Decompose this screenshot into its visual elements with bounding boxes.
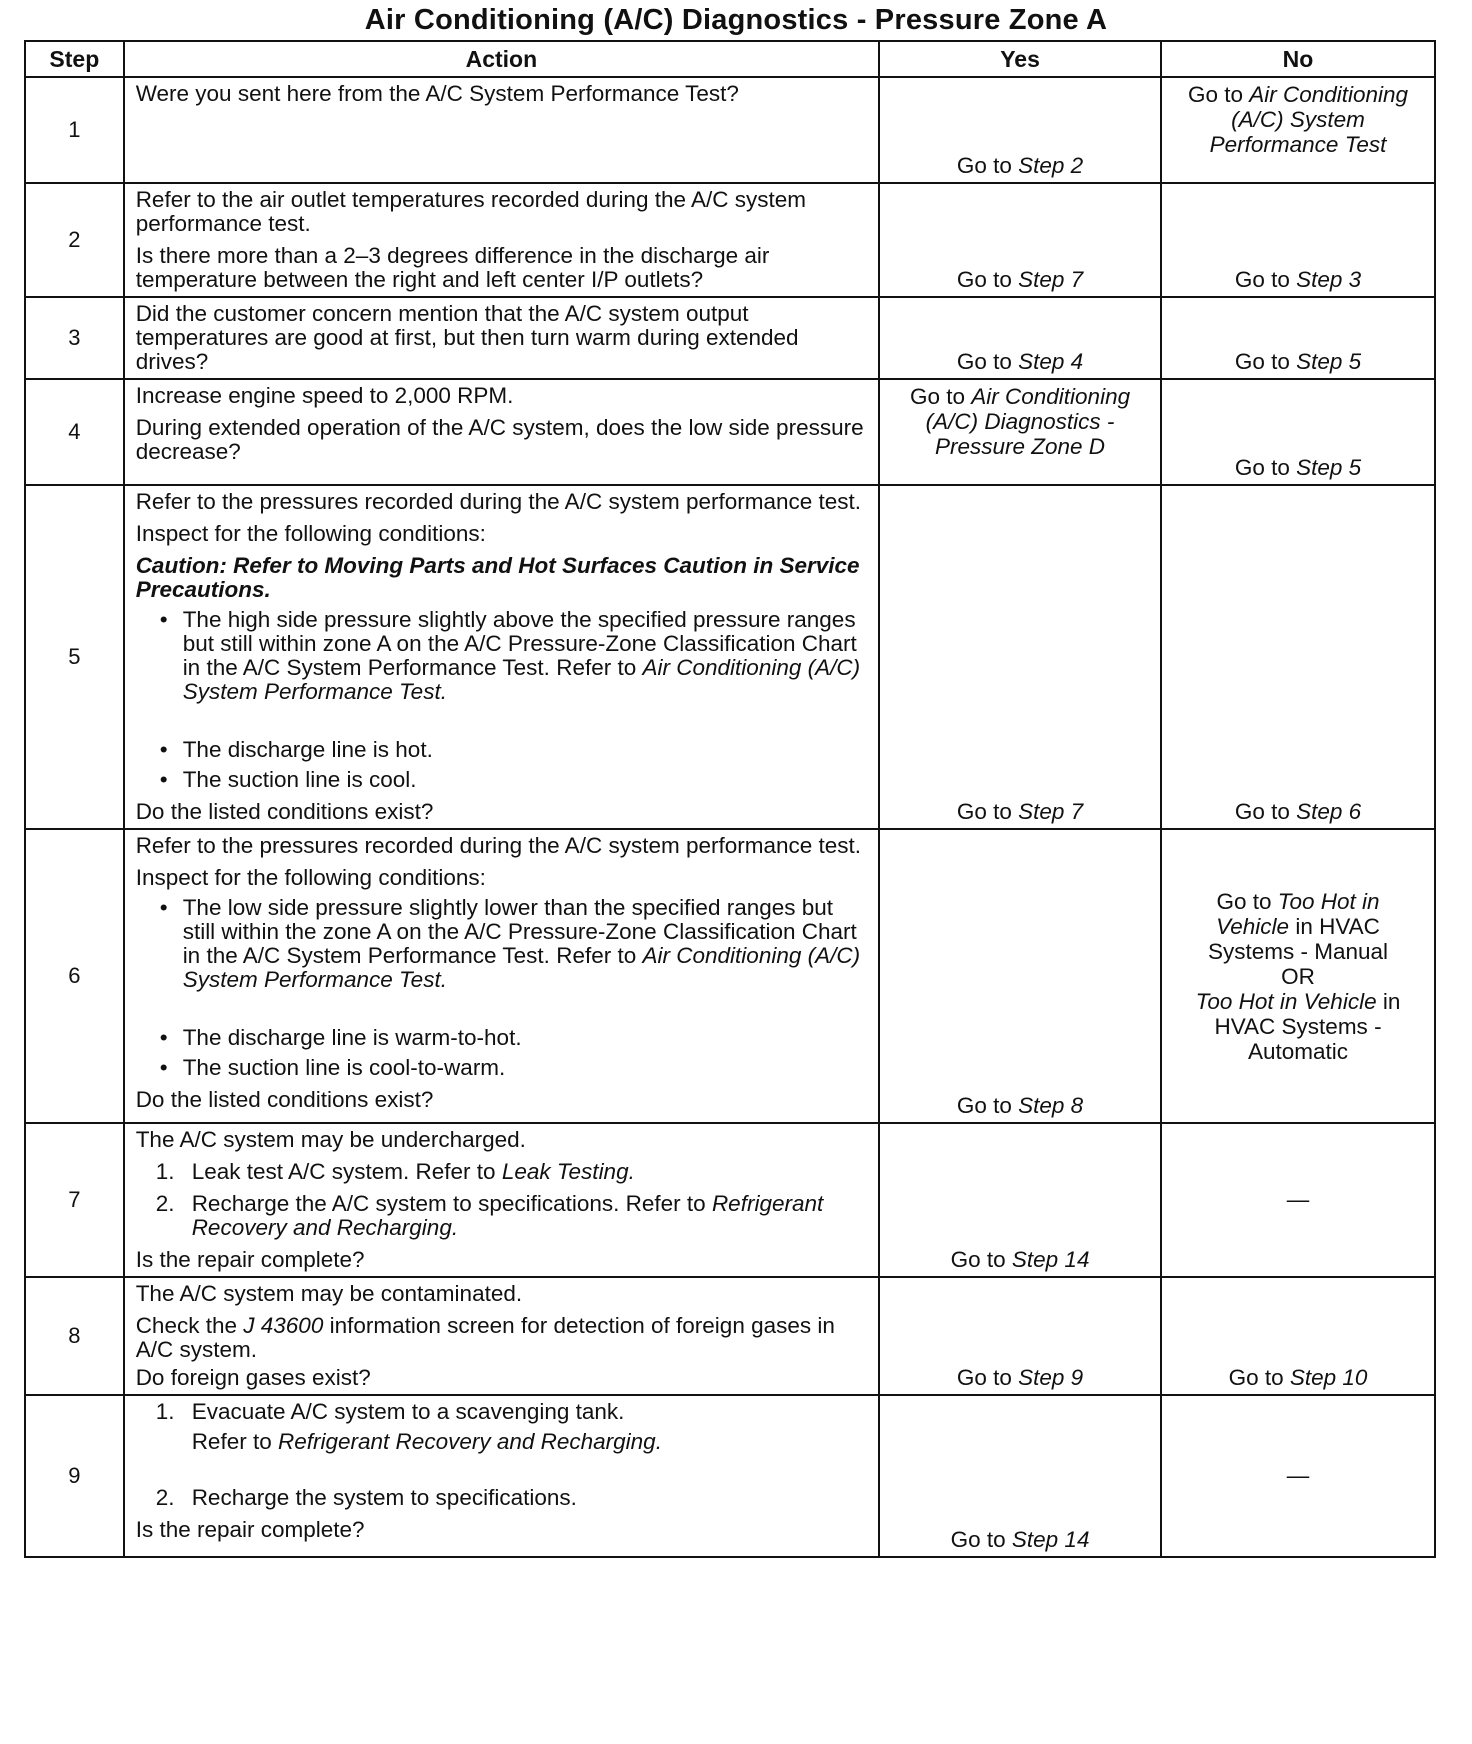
- item-text: Recharge the system to specifications.: [191, 1485, 577, 1510]
- header-step: Step: [25, 41, 124, 77]
- bullet-icon: •: [159, 895, 168, 920]
- yes-cell[interactable]: [879, 379, 1161, 485]
- table-row: [25, 379, 1435, 485]
- action-question: Do the listed conditions exist?: [135, 799, 434, 824]
- step-number: 2: [25, 183, 124, 297]
- item-text: Evacuate A/C system to a scavenging tank.: [191, 1399, 625, 1424]
- yes-cell[interactable]: [879, 485, 1161, 829]
- no-cell[interactable]: [1161, 77, 1435, 183]
- action-cell: [124, 297, 879, 379]
- action-question: Did the customer concern mention that the A/C system output temperatures are good at first, but then turn warm during extended drives?: [135, 301, 799, 374]
- action-cell: [124, 379, 879, 485]
- action-question: Is the repair complete?: [135, 1247, 365, 1272]
- yes-link[interactable]: Step 8: [1018, 1093, 1084, 1118]
- no-link-automatic[interactable]: Too Hot in Vehicle: [1195, 988, 1377, 1014]
- action-cell: [124, 485, 879, 829]
- goto-text: Go to: [950, 1247, 1006, 1272]
- action-text: Were you sent here from the A/C System Performance Test?: [135, 81, 739, 106]
- action-cell: [124, 829, 879, 1123]
- no-cell: [1161, 1123, 1435, 1277]
- action-cell: [124, 1123, 879, 1277]
- no-link[interactable]: Step 6: [1296, 799, 1362, 824]
- yes-cell[interactable]: [879, 1395, 1161, 1557]
- step-number: 3: [25, 297, 124, 379]
- bullet-icon: •: [159, 767, 168, 792]
- header-action: Action: [124, 41, 879, 77]
- action-text: The A/C system may be undercharged.: [135, 1127, 526, 1152]
- bullet-icon: •: [159, 1055, 168, 1080]
- bullet-icon: •: [159, 607, 168, 632]
- table-row: [25, 1395, 1435, 1557]
- action-text: Refer to the pressures recorded during the A/C system performance test.: [135, 489, 862, 514]
- bullet-icon: •: [159, 1025, 168, 1050]
- goto-text: Go to: [956, 1365, 1012, 1390]
- item-text: Recharge the A/C system to specifications. Refer to: [191, 1191, 706, 1216]
- bullet-text: The suction line is cool-to-warm.: [182, 1055, 506, 1080]
- goto-text: Go to: [956, 153, 1012, 178]
- bullet-text: The discharge line is hot.: [182, 737, 433, 762]
- refer-link[interactable]: Refrigerant Recovery and Recharging.: [278, 1429, 662, 1454]
- refer-link[interactable]: Air Conditioning (A/C) System Performance Test.: [182, 943, 861, 992]
- table-row: [25, 485, 1435, 829]
- step-number: 1: [25, 77, 124, 183]
- dash-text: —: [1286, 1186, 1310, 1212]
- no-system-automatic: in HVAC Systems - Automatic: [1214, 988, 1401, 1064]
- no-system-manual: in HVAC Systems - Manual: [1207, 913, 1389, 964]
- caution-text: Caution: Refer to Moving Parts and Hot Surfaces Caution in Service Precautions.: [135, 553, 860, 602]
- goto-text: Go to: [1234, 799, 1290, 824]
- bullet-text: The suction line is cool.: [182, 767, 417, 792]
- item-text: Leak test A/C system. Refer to: [191, 1159, 496, 1184]
- action-question: Is there more than a 2–3 degrees difference in the discharge air temperature between the right and left center I/P outlets?: [135, 243, 770, 292]
- bullet-text: The discharge line is warm-to-hot.: [182, 1025, 522, 1050]
- item-number: 1.: [155, 1399, 175, 1424]
- action-question: Do foreign gases exist?: [135, 1365, 371, 1390]
- action-text: Increase engine speed to 2,000 RPM.: [135, 383, 514, 408]
- yes-link[interactable]: Step 7: [1018, 799, 1084, 824]
- refer-link[interactable]: Air Conditioning (A/C) System Performance Test.: [182, 655, 861, 704]
- goto-text: Go to: [956, 349, 1012, 374]
- goto-text: Go to: [909, 384, 965, 409]
- step-number: 4: [25, 379, 124, 485]
- yes-cell[interactable]: [879, 77, 1161, 183]
- no-link-manual[interactable]: Too Hot in Vehicle: [1216, 888, 1380, 939]
- page-title: Air Conditioning (A/C) Diagnostics - Pressure Zone A: [364, 4, 1108, 36]
- bullet-item: [136, 1026, 870, 1050]
- yes-cell[interactable]: [879, 1277, 1161, 1395]
- action-text: Inspect for the following conditions:: [135, 865, 486, 890]
- item-number: 2.: [155, 1191, 175, 1216]
- numbered-item: [136, 1192, 870, 1240]
- yes-cell[interactable]: [879, 1123, 1161, 1277]
- goto-text: Go to: [950, 1527, 1006, 1552]
- header-row: [25, 41, 1435, 77]
- bullet-item: [136, 1056, 870, 1080]
- bullet-text: The high side pressure slightly above the specified pressure ranges but still within zone A on the A/C Pressure-Zone Classification Chart in the A/C System Performance Test.: [182, 607, 857, 680]
- goto-text: Go to: [1234, 455, 1290, 480]
- no-link[interactable]: Step 5: [1296, 455, 1362, 480]
- bullet-item: [136, 768, 870, 792]
- yes-cell[interactable]: [879, 183, 1161, 297]
- diagnostic-table: [24, 40, 1436, 1558]
- bullet-item: [136, 608, 870, 704]
- refer-link[interactable]: Leak Testing.: [501, 1159, 635, 1184]
- item-number: 1.: [155, 1159, 175, 1184]
- bullet-item: [136, 738, 870, 762]
- table-row: [25, 297, 1435, 379]
- action-question: Is the repair complete?: [135, 1517, 365, 1542]
- step-number: 9: [25, 1395, 124, 1557]
- no-cell: [1161, 1395, 1435, 1557]
- no-link[interactable]: Step 5: [1296, 349, 1362, 374]
- yes-link[interactable]: Step 9: [1018, 1365, 1084, 1390]
- action-cell: [124, 1395, 879, 1557]
- yes-link[interactable]: Step 14: [1011, 1527, 1090, 1552]
- no-cell[interactable]: [1161, 485, 1435, 829]
- yes-link[interactable]: Step 4: [1018, 349, 1084, 374]
- numbered-item: [136, 1160, 870, 1184]
- yes-cell[interactable]: [879, 829, 1161, 1123]
- check-text: Check the: [135, 1313, 237, 1338]
- step-number: 5: [25, 485, 124, 829]
- header-no: No: [1161, 41, 1435, 77]
- check-text: information screen for detection of foreign gases in A/C system.: [135, 1313, 835, 1362]
- tool-name: J 43600: [243, 1313, 324, 1338]
- no-cell[interactable]: [1161, 1277, 1435, 1395]
- yes-link[interactable]: Step 7: [1018, 267, 1084, 292]
- action-cell: [124, 1277, 879, 1395]
- table-row: [25, 829, 1435, 1123]
- action-text: Refer to the pressures recorded during the A/C system performance test.: [135, 833, 862, 858]
- goto-text: Go to: [1228, 1365, 1284, 1390]
- goto-text: Go to: [956, 267, 1012, 292]
- yes-link[interactable]: Step 14: [1011, 1247, 1090, 1272]
- item-number: 2.: [155, 1485, 175, 1510]
- yes-link[interactable]: Air Conditioning (A/C) Diagnostics - Pressure Zone D: [925, 384, 1131, 459]
- or-text: OR: [1281, 963, 1315, 989]
- yes-link[interactable]: Step 2: [1018, 153, 1084, 178]
- action-question: Do the listed conditions exist?: [135, 1087, 434, 1112]
- refer-link[interactable]: Refrigerant Recovery and Recharging.: [191, 1191, 824, 1240]
- goto-text: Go to: [1234, 349, 1290, 374]
- table-row: [25, 1123, 1435, 1277]
- table-row: [25, 77, 1435, 183]
- goto-text: Go to: [1187, 82, 1243, 107]
- bullet-icon: •: [159, 737, 168, 762]
- no-cell[interactable]: [1161, 379, 1435, 485]
- refer-text: Refer to: [556, 943, 637, 968]
- action-text: The A/C system may be contaminated.: [135, 1281, 523, 1306]
- goto-text: Go to: [1216, 888, 1272, 914]
- yes-cell[interactable]: [879, 297, 1161, 379]
- numbered-item: [136, 1400, 870, 1424]
- step-number: 6: [25, 829, 124, 1123]
- action-text: Inspect for the following conditions:: [135, 521, 486, 546]
- refer-text: Refer to: [556, 655, 637, 680]
- bullet-text: The low side pressure slightly lower than the specified ranges but still within the zone A on the A/C Pressure-Zone Classification Chart in the A/C System Performance Test.: [182, 895, 857, 968]
- refer-text: Refer to: [191, 1429, 272, 1454]
- action-text: [136, 1314, 870, 1362]
- goto-text: Go to: [956, 1093, 1012, 1118]
- step-number: 7: [25, 1123, 124, 1277]
- bullet-item: [136, 896, 870, 992]
- action-text: Refer to the air outlet temperatures recorded during the A/C system performance test.: [135, 187, 807, 236]
- header-yes: Yes: [879, 41, 1161, 77]
- action-cell: [124, 183, 879, 297]
- table-row: [25, 183, 1435, 297]
- action-question: During extended operation of the A/C system, does the low side pressure decrease?: [135, 415, 864, 464]
- no-cell[interactable]: [1161, 183, 1435, 297]
- no-cell[interactable]: [1161, 297, 1435, 379]
- goto-text: Go to: [1234, 267, 1290, 292]
- goto-text: Go to: [956, 799, 1012, 824]
- no-cell[interactable]: [1161, 829, 1435, 1123]
- no-link[interactable]: Step 3: [1296, 267, 1362, 292]
- no-link[interactable]: Air Conditioning (A/C) System Performance Test: [1209, 82, 1409, 157]
- table-row: [25, 1277, 1435, 1395]
- dash-text: —: [1286, 1462, 1310, 1488]
- action-cell: [124, 77, 879, 183]
- no-link[interactable]: Step 10: [1289, 1365, 1368, 1390]
- step-number: 8: [25, 1277, 124, 1395]
- sub-item: [136, 1430, 870, 1454]
- numbered-item: [136, 1486, 870, 1510]
